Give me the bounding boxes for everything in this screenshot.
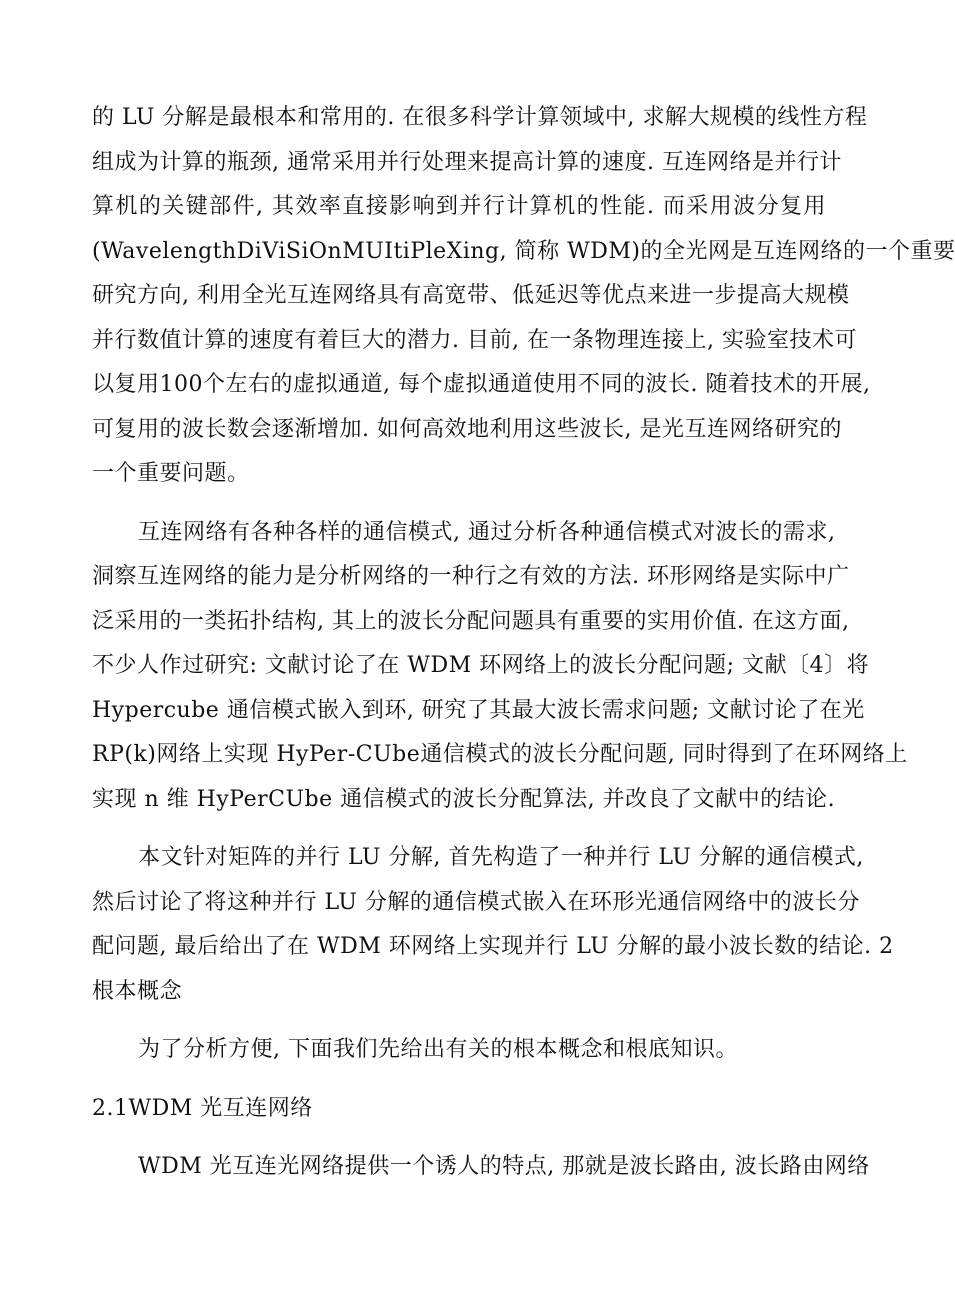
text-line: 研究方向, 利用全光互连网络具有高宽带、低延迟等优点来进一步提高大规模 xyxy=(92,283,850,308)
text-line: WDM 光互连光网络提供一个诱人的特点, 那就是波长路由, 波长路由网络 xyxy=(138,1154,870,1179)
paragraph-basics-intro xyxy=(92,1028,826,1073)
paragraph-communication-modes xyxy=(92,511,908,823)
paragraph-intro xyxy=(92,96,955,497)
document-body xyxy=(92,96,955,1190)
text-line: 配问题, 最后给出了在 WDM 环网络上实现并行 LU 分解的最小波长数的结论. 2 xyxy=(92,934,894,959)
text-line: 本文针对矩阵的并行 LU 分解, 首先构造了一种并行 LU 分解的通信模式, xyxy=(138,845,864,870)
text-line: 不少人作过研究: 文献讨论了在 WDM 环网络上的波长分配问题; 文献〔4〕将 xyxy=(92,653,870,678)
text-line: (WavelengthDiViSiOnMUItiPleXing, 简称 WDM)的全光网是互连网络的一个重要 xyxy=(92,238,955,264)
paragraph-wdm-network xyxy=(92,1145,870,1190)
text-line: 组成为计算的瓶颈, 通常采用并行处理来提高计算的速度. 互连网络是并行计 xyxy=(92,149,842,175)
text-line: 一个重要问题。 xyxy=(92,461,250,486)
text-line: 根本概念 xyxy=(92,978,183,1004)
text-line: 可复用的波长数会逐渐增加. 如何高效地利用这些波长, 是光互连网络研究的 xyxy=(92,416,842,442)
text-line: 以复用100个左右的虚拟通道, 每个虚拟通道使用不同的波长. 随着技术的开展, xyxy=(92,372,871,397)
paragraph-this-paper xyxy=(92,836,894,1014)
text-line: RP(k)网络上实现 HyPer-CUbe通信模式的波长分配问题, 同时得到了在环网络上 xyxy=(92,742,908,767)
text-line: 算机的关键部件, 其效率直接影响到并行计算机的性能. 而采用波分复用 xyxy=(92,194,826,219)
text-line: 并行数值计算的速度有着巨大的潜力. 目前, 在一条物理连接上, 实验室技术可 xyxy=(92,327,857,353)
text-line: 互连网络有各种各样的通信模式, 通过分析各种通信模式对波长的需求, xyxy=(138,519,836,545)
text-line: Hypercube 通信模式嵌入到环, 研究了其最大波长需求问题; 文献讨论了在光 xyxy=(92,697,865,723)
section-title: 2.1WDM 光互连网络 xyxy=(92,1095,313,1121)
text-line: 为了分析方便, 下面我们先给出有关的根本概念和根底知识。 xyxy=(138,1037,738,1062)
text-line: 泛采用的一类拓扑结构, 其上的波长分配问题具有重要的实用价值. 在这方面, xyxy=(92,608,850,634)
text-line: 洞察互连网络的能力是分析网络的一种行之有效的方法. 环形网络是实际中广 xyxy=(92,564,850,589)
section-heading xyxy=(92,1087,826,1132)
text-line: 然后讨论了将这种并行 LU 分解的通信模式嵌入在环形光通信网络中的波长分 xyxy=(92,889,860,915)
text-line: 实现 n 维 HyPerCUbe 通信模式的波长分配算法, 并改良了文献中的结论. xyxy=(92,786,836,812)
text-line: 的 LU 分解是最根本和常用的. 在很多科学计算领域中, 求解大规模的线性方程 xyxy=(92,105,868,130)
